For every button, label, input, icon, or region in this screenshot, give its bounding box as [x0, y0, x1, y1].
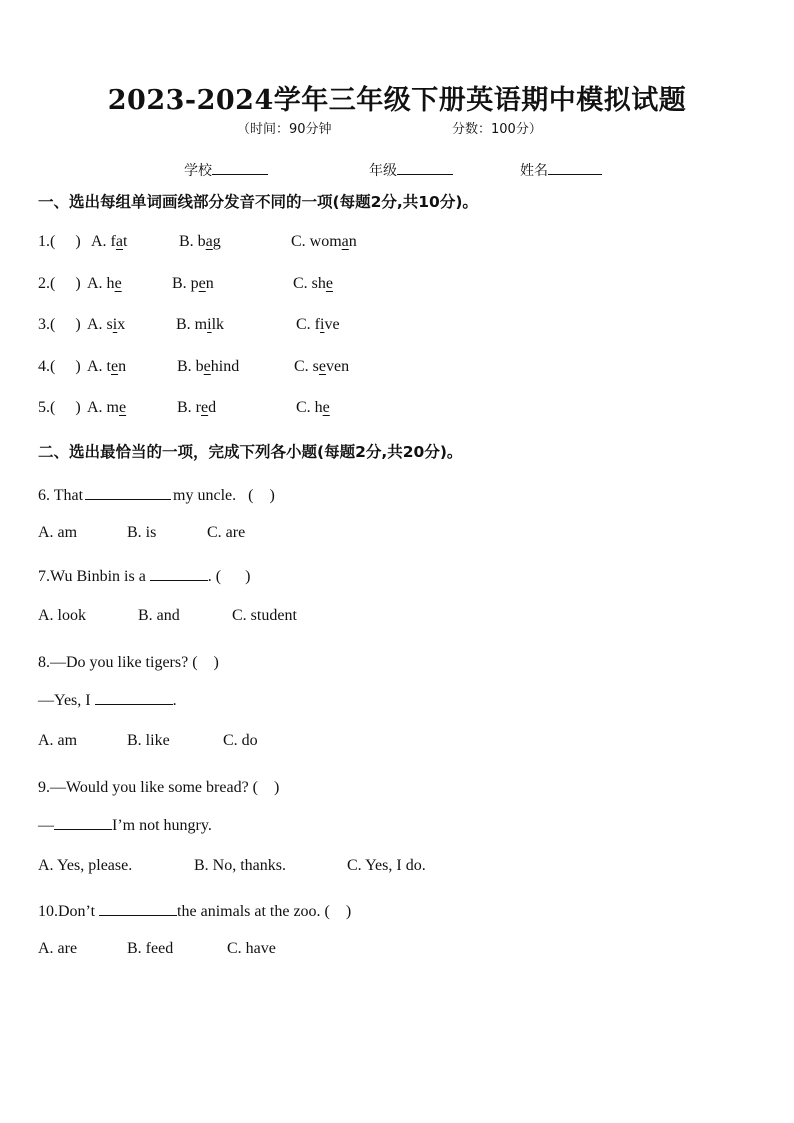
- school-blank[interactable]: [212, 160, 268, 175]
- question-8: 8.—Do you like tigers? ( ): [38, 654, 219, 671]
- option-c: C. he: [296, 399, 330, 416]
- question-number: 1.( ): [38, 233, 81, 250]
- option-a: A. he: [87, 275, 122, 292]
- option-b: B. milk: [176, 316, 225, 333]
- question-6: 6. That my uncle. ( ): [38, 487, 275, 504]
- option-b: B. behind: [177, 358, 240, 375]
- option-b: B. bag: [179, 233, 221, 250]
- section1-heading: 一、选出每组单词画线部分发音不同的一项(每题2分,共10分)。: [38, 193, 478, 211]
- name-blank[interactable]: [548, 160, 602, 175]
- answer-blank[interactable]: [99, 901, 177, 916]
- name-field[interactable]: [520, 160, 602, 180]
- name-label: 姓名: [520, 163, 548, 179]
- option-c: C. woman: [291, 233, 357, 250]
- option-a: A. six: [87, 316, 126, 333]
- answer-blank[interactable]: [150, 566, 208, 581]
- school-field[interactable]: [184, 160, 268, 180]
- option-a: A. am: [38, 732, 78, 749]
- question-8-reply: —Yes, I .: [38, 692, 177, 709]
- option-a: A. are: [38, 940, 78, 957]
- option-a: A. me: [87, 399, 127, 416]
- grade-field[interactable]: [369, 160, 453, 180]
- grade-blank[interactable]: [397, 160, 453, 175]
- question-10: 10.Don’t the animals at the zoo. ( ): [38, 903, 352, 920]
- question-number: 3.( ): [38, 316, 81, 333]
- option-a: A. am: [38, 524, 78, 541]
- page-title: 2023-2024学年三年级下册英语期中模拟试题: [107, 85, 687, 116]
- option-b: B. feed: [127, 940, 174, 957]
- option-b: B. like: [127, 732, 170, 749]
- question-7: 7.Wu Binbin is a . ( ): [38, 568, 251, 585]
- option-b: B. pen: [172, 275, 214, 292]
- option-a: A. fat: [91, 233, 128, 250]
- answer-blank[interactable]: [85, 485, 171, 500]
- option-b: B. No, thanks.: [194, 857, 286, 874]
- answer-blank[interactable]: [95, 690, 173, 705]
- option-c: C. do: [223, 732, 258, 749]
- option-c: C. are: [207, 524, 246, 541]
- option-c: C. she: [293, 275, 334, 292]
- school-label: 学校: [184, 163, 212, 179]
- option-c: C. Yes, I do.: [347, 857, 426, 874]
- option-c: C. seven: [294, 358, 350, 375]
- question-number: 5.( ): [38, 399, 81, 416]
- question-9-reply: — I’m not hungry.: [38, 817, 212, 834]
- option-a: A. ten: [87, 358, 127, 375]
- exam-time: （时间：90分钟: [237, 122, 332, 137]
- grade-label: 年级: [369, 163, 397, 179]
- option-b: B. is: [127, 524, 157, 541]
- option-a: A. Yes, please.: [38, 857, 133, 874]
- option-c: C. student: [232, 607, 297, 624]
- option-c: C. five: [296, 316, 340, 333]
- option-b: B. and: [138, 607, 180, 624]
- answer-blank[interactable]: [54, 815, 112, 830]
- section2-heading: 二、选出最恰当的一项，完成下列各小题(每题2分,共20分)。: [38, 443, 463, 461]
- question-number: 4.( ): [38, 358, 81, 375]
- option-b: B. red: [177, 399, 217, 416]
- exam-score: 分数：100分）: [452, 122, 542, 137]
- option-a: A. look: [38, 607, 86, 624]
- option-c: C. have: [227, 940, 276, 957]
- question-9: 9.—Would you like some bread? ( ): [38, 779, 280, 796]
- question-number: 2.( ): [38, 275, 81, 292]
